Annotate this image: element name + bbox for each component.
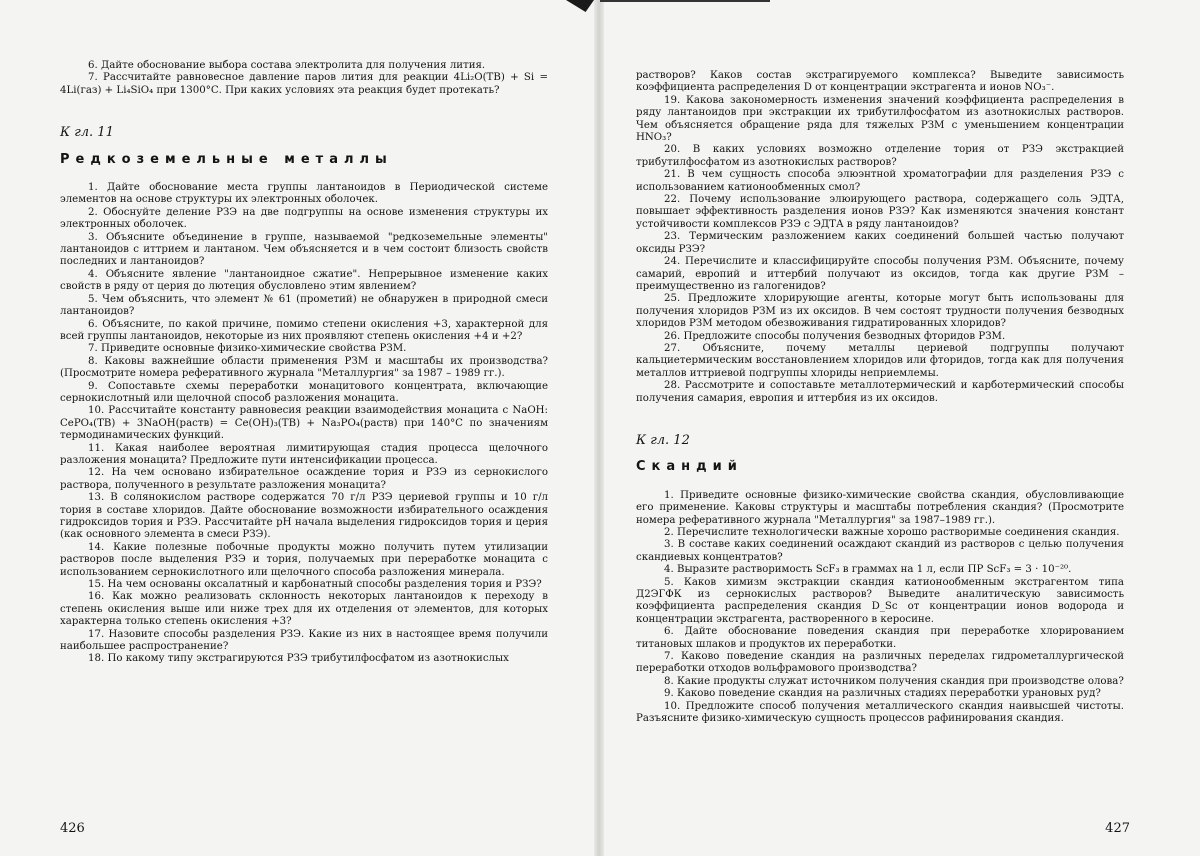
right-page xyxy=(600,0,1200,856)
question-item: 15. На чем основаны оксалатный и карбонатный способы разделения тория и РЗЭ? xyxy=(88,579,542,591)
chapter-heading: К гл. 12 xyxy=(636,432,690,448)
question-item: 25. Предложите хлорирующие агенты, которые могут быть использованы для получения хлоридов РЗМ из их оксидов. В чем состоят трудности получения безводных хлоридов РЗМ методом обезвоживания гидратированных хлоридов? xyxy=(636,293,1124,330)
question-item: 10. Предложите способ получения металлического скандия наивысшей чистоты. Разъясните физико-химическую сущность процессов рафинирования скандия. xyxy=(636,700,1124,725)
question-item: 26. Предложите способы получения безводных фторидов РЗМ. xyxy=(664,330,1006,342)
chapter-heading: К гл. 11 xyxy=(60,125,114,141)
question-item: 6. Дайте обоснование поведения скандия при переработке хлорированием титановых шлаков и продуктов их переработки. xyxy=(636,626,1124,650)
question-item: 13. В солянокислом растворе содержатся 70 г/л РЗЭ цериевой группы и 10 г/л тория в составе хлоридов. Дайте обоснование возможности избирательного осаждения гидроксидов тория и РЗЭ. Рассчитайте pH начала выделения гидроксидов тория и церия (как основного элемента в смеси РЗЭ). xyxy=(60,492,548,541)
question-item: 14. Какие полезные побочные продукты можно получить путем утилизации растворов после выделения РЗЭ и тория, получаемых при переработке монацита с использованием сернокислотного или щелочного способа разложения минерала. xyxy=(60,541,548,578)
question-item: 3. Объясните объединение в группе, называемой "редкоземельные элементы" лантаноидов с иттрием и лантаном. Чем объясняется и в чем состоит близость свойств последних и лантаноидов? xyxy=(60,231,548,268)
page-number: 426 xyxy=(60,821,85,836)
question-item: 12. На чем основано избирательное осаждение тория и РЗЭ из сернокислого раствора, полученного в результате разложения монацита? xyxy=(60,467,548,491)
question-item: 2. Перечислите технологически важные хорошо растворимые соединения скандия. xyxy=(664,527,1120,538)
question-item: 17. Назовите способы разделения РЗЭ. Какие из них в настоящее время получили наибольшее распространение? xyxy=(60,628,548,653)
question-item: 24. Перечислите и классифицируйте способы получения РЗМ. Объясните, почему самарий, европий и иттербий получают из оксидов, тогда как другие РЗМ – преимущественно из галогенидов? xyxy=(636,256,1124,292)
question-item: 7. Приведите основные физико-химические свойства РЗМ. xyxy=(88,343,407,355)
question-item: 7. Каково поведение скандия на различных переделах гидрометаллургической переработки отходов вольфрамового производства? xyxy=(636,651,1124,675)
question-item: 8. Каковы важнейшие области применения РЗМ и масштабы их производства? (Просмотрите номера реферативного журнала "Металлургия" за 1987 – 1989 гг.). xyxy=(60,355,548,380)
question-item: 20. В каких условиях возможно отделение тория от РЗЭ экстракцией трибутилфосфатом из азотнокислых растворов? xyxy=(636,144,1124,168)
question-item: 1. Дайте обоснование места группы лантаноидов в Периодической системе элементов на основе структуры их электронных оболочек. xyxy=(60,182,548,206)
question-item: 5. Каков химизм экстракции скандия катионообменным экстрагентом типа Д2ЭГФК из сернокислых растворов? Выведите аналитическую зависимость коэффициента распределения скандия D_Sc от концентрации ионов водорода и концентрации экстрагента, растворенного в керосине. xyxy=(636,576,1124,625)
question-item: 22. Почему использование элюирующего раствора, содержащего соль ЭДТА, повышает эффективность разделения ионов РЗЭ? Как изменяются значения констант устойчивости комплексов РЗЭ с ЭДТА в ряду лантаноидов? xyxy=(636,194,1124,230)
question-item: 4. Объясните явление "лантаноидное сжатие". Непрерывное изменение каких свойств в ряду от церия до лютеция обусловлено этим явлением? xyxy=(60,268,548,293)
question-item: 4. Выразите растворимость ScF₃ в граммах на 1 л, если ПР ScF₃ = 3 · 10⁻²⁰. xyxy=(664,564,1072,576)
question-item: 1. Приведите основные физико-химические свойства скандия, обусловливающие его применение. Каковы структуры и масштабы потребления скандия? (Просмотрите номера реферативного журнала "Металлургия" за 1987–1989 гг.). xyxy=(636,489,1124,526)
question-item: 3. В составе каких соединений осаждают скандий из растворов с целью получения скандиевых концентратов? xyxy=(636,539,1124,563)
question-item: 21. В чем сущность способа элюэнтной хроматографии для разделения РЗЭ с использованием катионообменных смол? xyxy=(636,169,1124,193)
left-page-column xyxy=(60,60,548,666)
question-continuation: растворов? Каков состав экстрагируемого комплекса? Выведите зависимость коэффициента распределения D от концентрации экстрагента и ионов NO₃⁻. xyxy=(636,70,1124,94)
question-item: 11. Какая наиболее вероятная лимитирующая стадия процесса щелочного разложения монацита? Предложите пути интенсификации процесса. xyxy=(60,442,548,466)
question-item: 5. Чем объяснить, что элемент № 61 (прометий) не обнаружен в природной смеси лантаноидов? xyxy=(60,293,548,318)
question-item: 9. Каково поведение скандия на различных стадиях переработки урановых руд? xyxy=(664,688,1101,700)
question-item: 7. Рассчитайте равновесное давление паров лития для реакции 4Li₂O(ТВ) + Si = 4Li(газ) + Li₄SiO₄ при 1300°С. При каких условиях эта реакция будет протекать? xyxy=(60,72,548,96)
question-item: 6. Дайте обоснование выбора состава электролита для получения лития. xyxy=(88,60,486,71)
question-item: 9. Сопоставьте схемы переработки монацитового концентрата, включающие сернокислотный или щелочной способ разложения монацита. xyxy=(60,380,548,404)
section-title: Скандий xyxy=(636,459,743,475)
question-item: 16. Как можно реализовать склонность некоторых лантаноидов к переходу в степень окисления выше или ниже трех для их отделения от элементов, для которых характерна только степень окисления +3? xyxy=(60,591,548,628)
right-page-column xyxy=(636,70,1124,726)
question-item: 2. Обоснуйте деление РЗЭ на две подгруппы на основе изменения структуры их электронных оболочек. xyxy=(60,206,548,231)
question-item: 6. Объясните, по какой причине, помимо степени окисления +3, характерной для всей группы лантаноидов, некоторые из них проявляют степень окисления +4 и +2? xyxy=(60,318,548,342)
question-item: 18. По какому типу экстрагируются РЗЭ трибутилфосфатом из азотнокислых xyxy=(88,653,509,665)
page-number: 427 xyxy=(1105,821,1130,836)
question-item: 23. Термическим разложением каких соединений большей частью получают оксиды РЗЭ? xyxy=(636,231,1124,255)
question-item: 10. Рассчитайте константу равновесия реакции взаимодействия монацита с NaOH: CePO₄(ТВ) + 3NaOH(раств) = Ce(OH)₃(ТВ) + Na₃PO₄(раств) при 140°С по значениям термодинамических функций. xyxy=(60,405,548,442)
question-item: 19. Какова закономерность изменения значений коэффициента распределения в ряду лантаноидов при экстракции их трибутилфосфатом из азотнокислых растворов. Чем объясняется обращение ряда для тяжелых РЗМ с уменьшением концентрации HNO₃? xyxy=(636,94,1124,144)
section-title: Редкоземельные металлы xyxy=(60,151,393,167)
question-item: 28. Рассмотрите и сопоставьте металлотермический и карботермический способы получения самария, европия и иттербия из их оксидов. xyxy=(636,380,1124,404)
question-item: 8. Какие продукты служат источником получения скандия при производстве олова? xyxy=(664,675,1124,687)
question-item: 27. Объясните, почему металлы цериевой подгруппы получают кальциетермическим восстановлением хлоридов или фторидов, тогда как для получения металлов иттриевой подгруппы хлориды неприемлемы. xyxy=(636,342,1124,379)
